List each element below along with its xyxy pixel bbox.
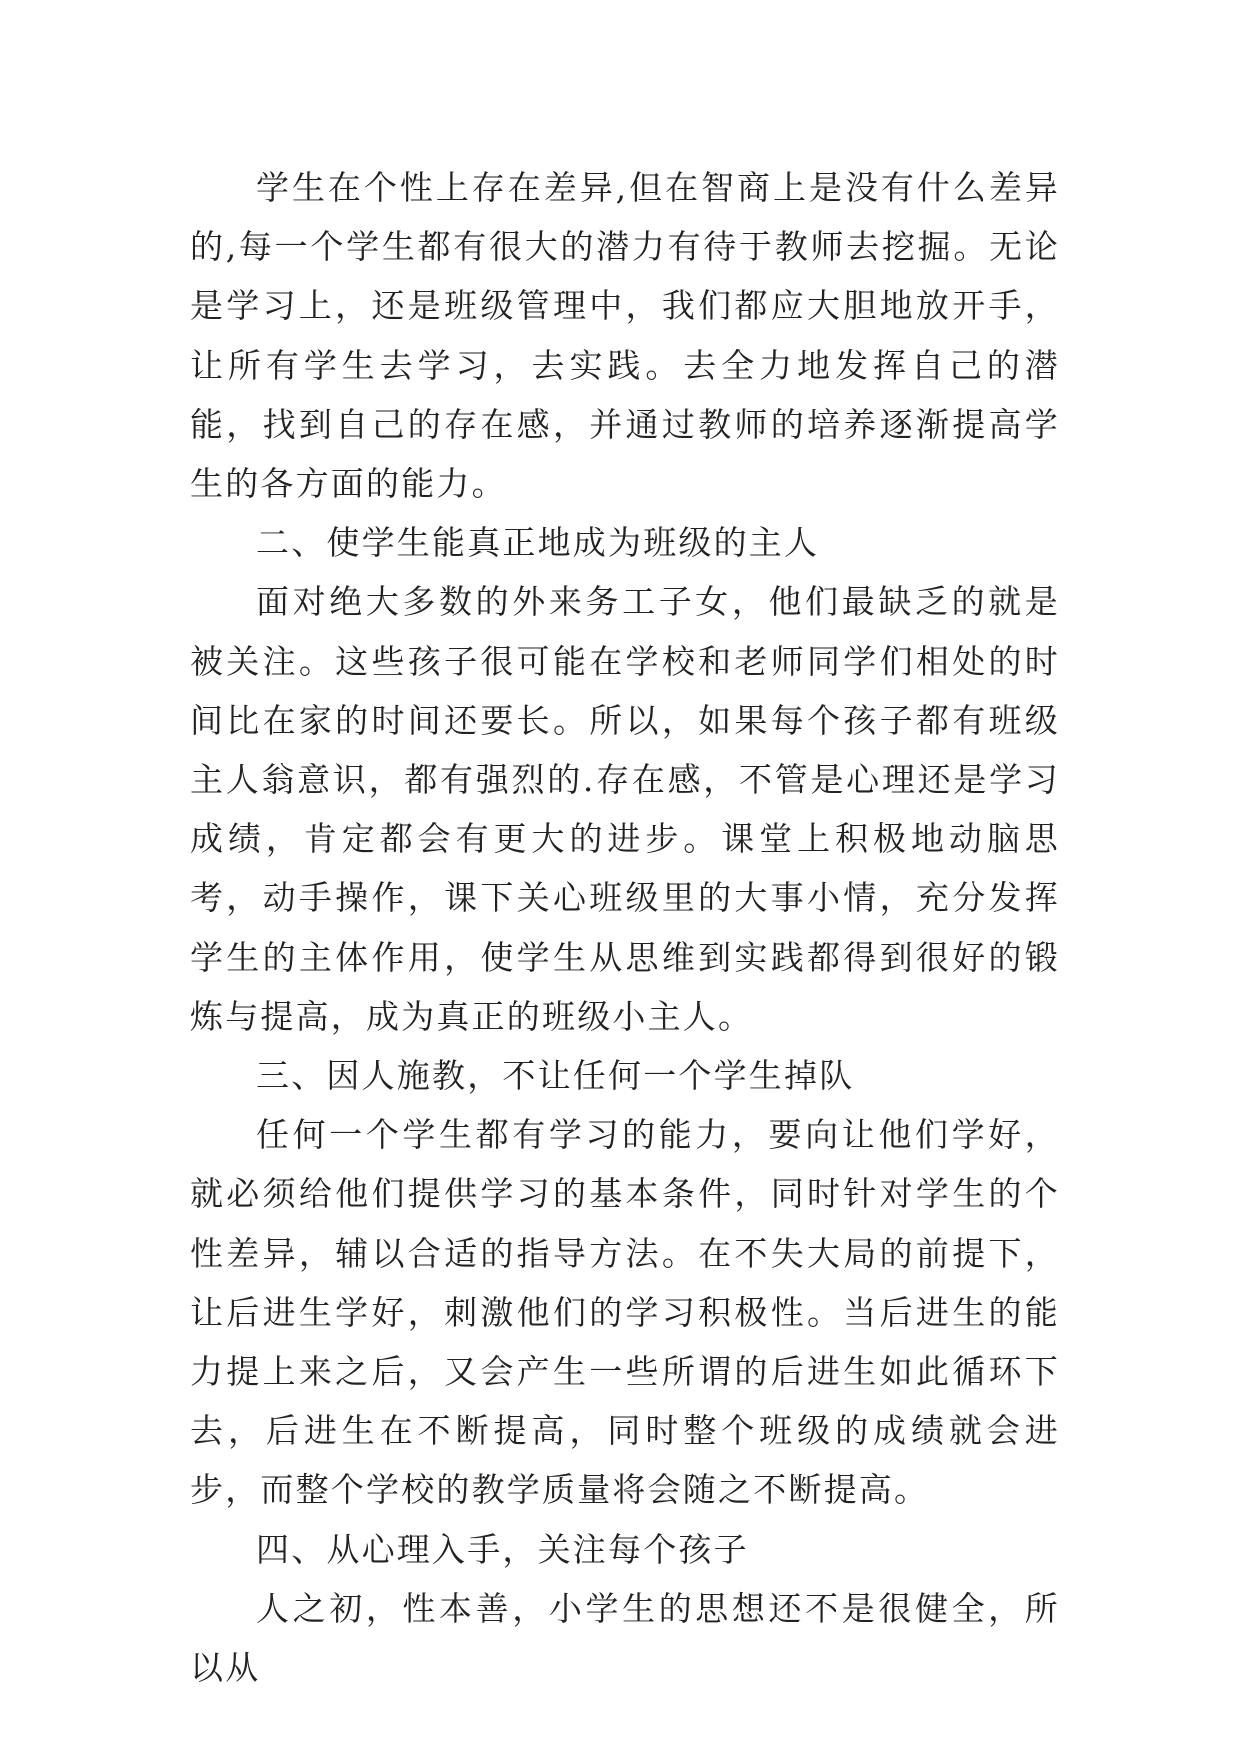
document-body — [190, 158, 1060, 1697]
paragraph-differences: 学生在个性上存在差异,但在智商上是没有什么差异的,每一个学生都有很大的潜力有待于教师去挖掘。无论是学习上，还是班级管理中，我们都应大胆地放开手，让所有学生去学习，去实践。去全力地发挥自己的潜能，找到自己的存在感，并通过教师的培养逐渐提高学生的各方面的能力。 — [190, 168, 1060, 504]
section-heading-3: 三、因人施教，不让任何一个学生掉队 — [256, 1056, 855, 1096]
paragraph-psychology: 人之初，性本善，小学生的思想还不是很健全，所以从 — [190, 1588, 1060, 1688]
paragraph-individual-teaching: 任何一个学生都有学习的能力，要向让他们学好，就必须给他们提供学习的基本条件，同时针对学生的个性差异，辅以合适的指导方法。在不失大局的前提下，让后进生学好，刺激他们的学习积极性。当后进生的能力提上来之后，又会产生一些所谓的后进生如此循环下去，后进生在不断提高，同时整个班级的成绩就会进步，而整个学校的教学质量将会随之不断提高。 — [190, 1115, 1060, 1510]
section-heading-4: 四、从心理入手，关注每个孩子 — [256, 1529, 749, 1569]
section-heading-2: 二、使学生能真正地成为班级的主人 — [256, 523, 820, 563]
paragraph-class-masters: 面对绝大多数的外来务工子女，他们最缺乏的就是被关注。这些孩子很可能在学校和老师同学们相处的时间比在家的时间还要长。所以，如果每个孩子都有班级主人翁意识，都有强烈的.存在感，不管是心理还是学习成绩，肯定都会有更大的进步。课堂上积极地动脑思考，动手操作，课下关心班级里的大事小情，充分发挥学生的主体作用，使学生从思维到实践都得到很好的锻炼与提高，成为真正的班级小主人。 — [190, 582, 1060, 1036]
